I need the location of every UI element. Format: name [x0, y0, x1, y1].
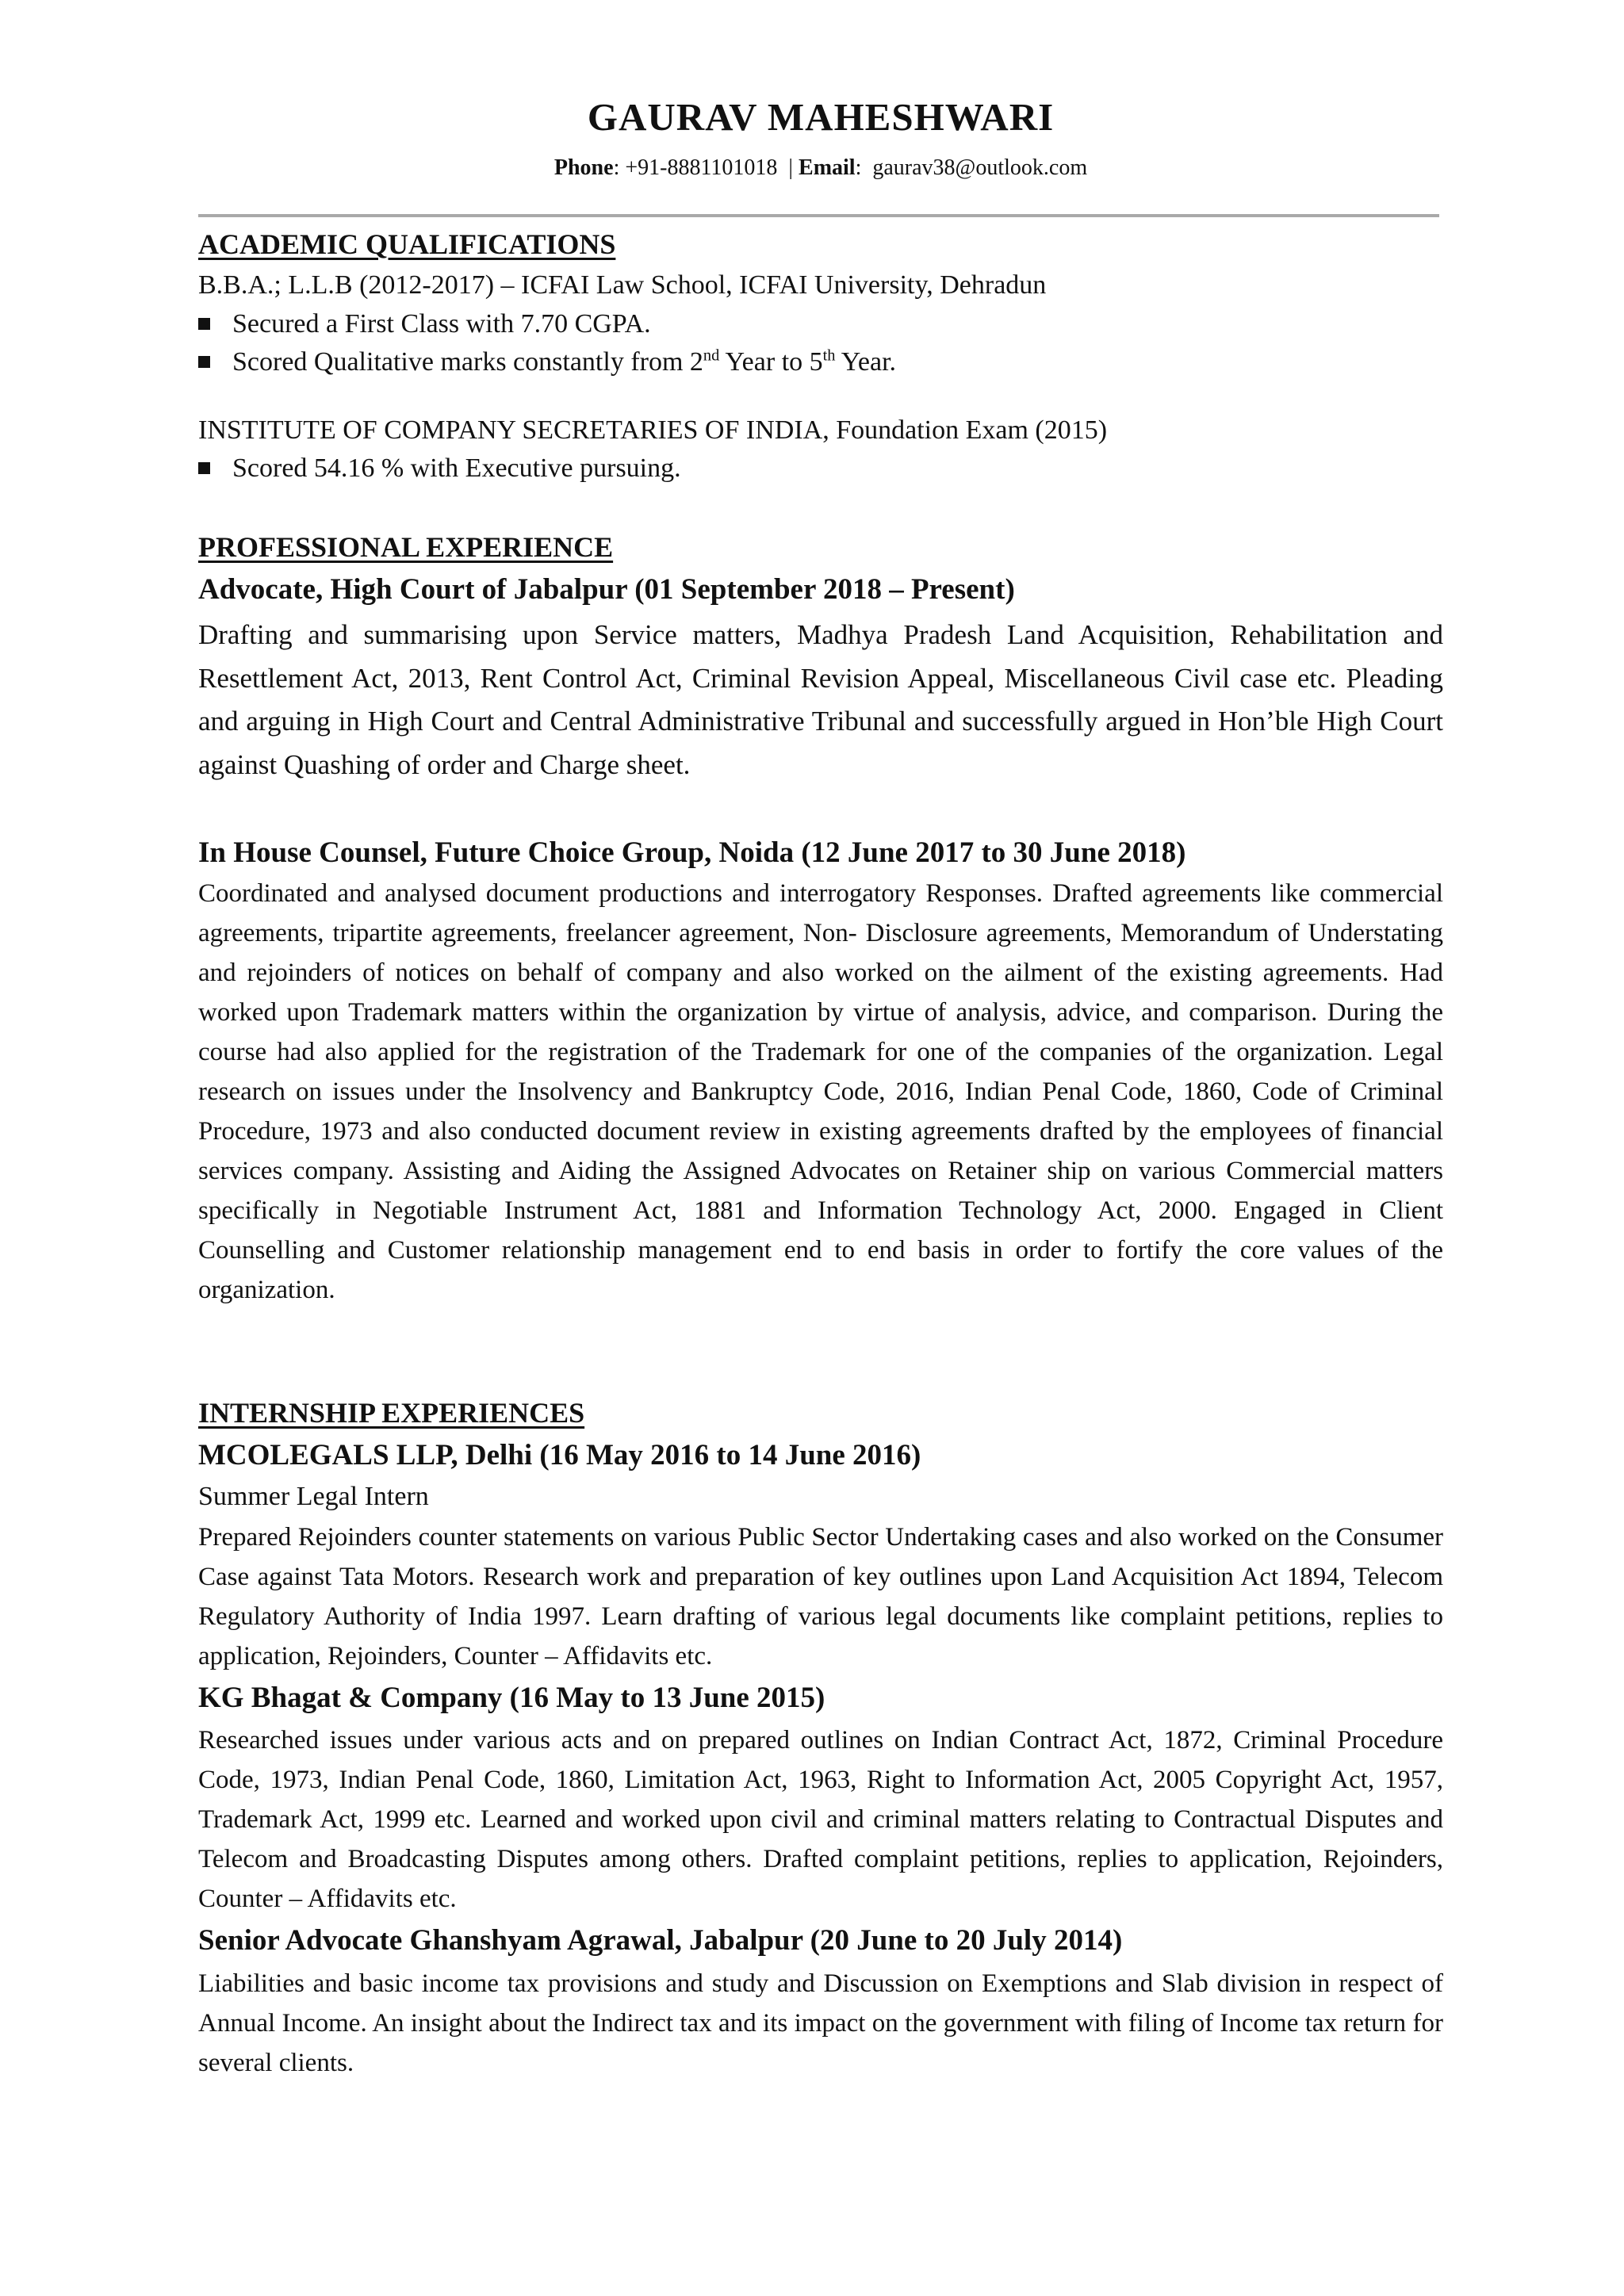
academic-heading: ACADEMIC QUALIFICATIONS [198, 228, 616, 260]
header-divider [198, 214, 1439, 217]
academic-bullet-cgpa: Secured a First Class with 7.70 CGPA. [198, 306, 651, 342]
icsi-line: INSTITUTE OF COMPANY SECRETARIES OF INDIA, Foundation Exam (2015) [198, 415, 1108, 445]
internship1-description: Prepared Rejoinders counter statements on various Public Sector Undertaking cases and also worked on the Consumer Case against Tata Motors. Research work and preparation of key outlines upon Land Acquisition Act 1894, Telecom Regulatory Authority of India 1997. Learn drafting of various legal documents like complaint petitions, replies to application, Rejoinders, Counter – Affidavits etc. [198, 1523, 1443, 1670]
job2-title: In House Counsel, Future Choice Group, Noida (12 June 2017 to 30 June 2018) [198, 836, 1186, 869]
email-address: gaurav38@outlook.com [872, 155, 1088, 180]
email-label: Email [799, 155, 856, 180]
professional-heading: PROFESSIONAL EXPERIENCE [198, 531, 614, 563]
degree-line: B.B.A.; L.L.B (2012-2017) – ICFAI Law School, ICFAI University, Dehradun [198, 270, 1047, 300]
job1-title: Advocate, High Court of Jabalpur (01 September 2018 – Present) [198, 573, 1015, 606]
bullet-square-icon [198, 462, 210, 474]
phone-label: Phone [553, 155, 614, 180]
icsi-bullet: Scored 54.16 % with Executive pursuing. [198, 450, 681, 487]
contact-line: Phone: +91-8881101018 | Email: gaurav38@outlook.com [553, 155, 1088, 180]
internship2-title: KG Bhagat & Company (16 May to 13 June 2015) [198, 1682, 825, 1714]
candidate-name: GAURAV MAHESHWARI [587, 95, 1055, 139]
internship2-description: Researched issues under various acts and on prepared outlines on Indian Contract Act, 1872, Criminal Procedure Code, 1973, Indian Penal Code, 1860, Limitation Act, 1963, Right to Information Act, 2005 Copyright Act, 1957, Trademark Act, 1999 etc. Learned and worked upon civil and criminal matters relating to Contractual Disputes and Telecom and Broadcasting Disputes among others. Drafted complaint petitions, replies to application, Rejoinders, Counter – Affidavits etc. [198, 1726, 1443, 1913]
job1-description: Drafting and summarising upon Service matters, Madhya Pradesh Land Acquisition, Rehabilitation and Resettlement Act, 2013, Rent Control Act, Criminal Revision Appeal, Miscellaneous Civil case etc. Pleading and arguing in High Court and Central Administrative Tribunal and successfully argued in Hon’ble High Court against Quashing of order and Charge sheet. [198, 619, 1443, 780]
internship1-title: MCOLEGALS LLP, Delhi (16 May 2016 to 14 June 2016) [198, 1439, 921, 1471]
internship3-description: Liabilities and basic income tax provisions and study and Discussion on Exemptions and Slab division in respect of Annual Income. An insight about the Indirect tax and its impact on the government with filing of Income tax return for several clients. [198, 1969, 1443, 2077]
internship-heading: INTERNSHIP EXPERIENCES [198, 1397, 585, 1429]
bullet-square-icon [198, 318, 210, 330]
bullet-square-icon [198, 356, 210, 368]
internship1-role: Summer Legal Intern [198, 1482, 429, 1511]
job2-description: Coordinated and analysed document productions and interrogatory Responses. Drafted agreements like commercial agreements, tripartite agreements, freelancer agreement, Non- Disclosure agreements, Memorandum of Understating and rejoinders of notices on behalf of company and also worked on the ailment of the existing agreements. Had worked upon Trademark matters within the organization by virtue of analysis, advice, and comparison. During the course had also applied for the registration of the Trademark for one of the companies of the organization. Legal research on issues under the Insolvency and Bankruptcy Code, 2016, Indian Penal Code, 1860, Code of Criminal Procedure, 1973 and also conducted document review in existing agreements drafted by the employees of financial services company. Assisting and Aiding the Assigned Advocates on Retainer ship on various Commercial matters specifically in Negotiable Instrument Act, 1881 and Information Technology Act, 2000. Engaged in Client Counselling and Customer relationship management end to end basis in order to fortify the core values of the organization. [198, 879, 1443, 1304]
phone-number: +91-8881101018 [625, 155, 778, 180]
academic-bullet-marks: Scored Qualitative marks constantly from 2nd Year to 5th Year. [198, 344, 896, 381]
internship3-title: Senior Advocate Ghanshyam Agrawal, Jabalpur (20 June to 20 July 2014) [198, 1924, 1123, 1957]
